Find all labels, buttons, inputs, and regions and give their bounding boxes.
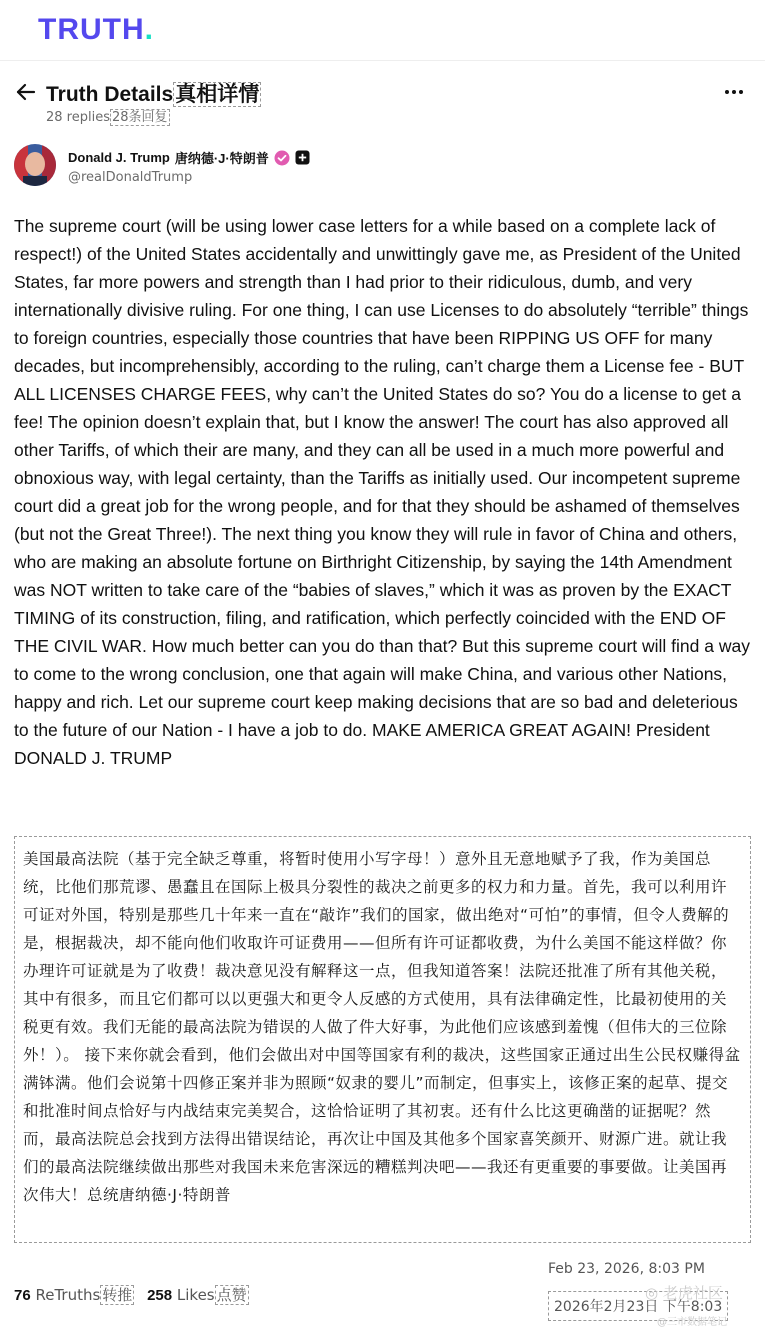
verified-badge-icon (274, 150, 290, 166)
watermark: ◎ 老虎社区 (645, 1284, 723, 1302)
page-title: Truth Details真相详情 (46, 83, 260, 106)
post-stats (14, 1284, 257, 1305)
author-name-translation: 唐纳德·J·特朗普 (174, 151, 269, 166)
replies-count: 28 replies 28条回复 (46, 110, 168, 125)
top-bar (0, 0, 765, 61)
arrow-left-icon[interactable] (14, 80, 38, 104)
post-timestamp-translation: 2026年2月23日 下午8:03 (548, 1291, 728, 1321)
retruths-stat[interactable]: 76 ReTruths 转推 (14, 1286, 133, 1304)
author-name[interactable]: Donald J. Trump 唐纳德·J·特朗普 (68, 148, 310, 167)
page-header (0, 74, 765, 130)
likes-stat[interactable]: 258 Likes 点赞 (147, 1286, 247, 1304)
post-translation: 美国最高法院（基于完全缺乏尊重，将暂时使用小写字母！）意外且无意地赋予了我，作为美国总统，比他们那荒谬、愚蠢且在国际上极具分裂性的裁决之前更多的权力和力量。首先，我可以利用许可证对外国，特别是那些几十年来一直在“敲诈”我们的国家，做出绝对“可怕”的事情，但令人费解的是，根据裁决，却不能向他们收取许可证费用——但所有许可证都收费，为什么美国不能这样做？你办理许可证就是为了收费！裁决意见没有解释这一点，但我知道答案！法院还批准了所有其他关税，其中有很多，而且它们都可以以更强大和更令人反感的方式使用，具有法律确定性，比最初使用的关税更有效。我们无能的最高法院为错误的人做了件大好事，为此他们应该感到羞愧（但伟大的三位除外！）。 接下来你就会看到，他们会做出对中国等国家有利的裁决，这些国家正通过出生公民权赚得盆满钵满。他们会说第十四修正案并非为照顾“奴隶的婴儿”而制定，但事实上，该修正案的起草、提交和批准时间点恰好与内战结束完美契合，这恰恰证明了其初衷。还有什么比这更确凿的证据呢？然而，最高法院总会找到方法得出错误结论，再次让中国及其他多个国家喜笑颜开、财源广进。就让我们的最高法院继续做出那些对我国未来危害深远的糟糕判决吧——我还有更重要的事要做。让美国再次伟大！总统唐纳德·J·特朗普 (14, 836, 751, 1243)
avatar[interactable] (14, 144, 56, 186)
page-title-translation: 真相详情 (175, 83, 260, 106)
post-body: The supreme court (will be using lower case letters for a while based on a complete lack of respect!) of the United States accidentally and unwittingly gave me, as President of the United States, far more powers and strength than I had prior to their ridiculous, dumb, and very internationally divisive ruling. For one thing, I can use Licenses to do absolutely “terrible” things to foreign countries, especially those countries that have been RIPPING US OFF for many decades, but incomprehensibly, according to the ruling, can’t charge them a License fee - BUT ALL LICENSES CHARGE FEES, why can’t the United States do so? You do a license to get a fee! The opinion doesn’t explain that, but I know the answer! The court has also approved all other Tariffs, of which their are many, and they can all be used in a much more powerful and obnoxious way, with legal certainty, than the Tariffs as initially used. Our incompetent supreme court did a great job for the wrong people, and for that they should be ashamed of themselves (but not the Great Three!). The next thing you know they will rule in favor of China and others, who are making an absolute fortune on Birthright Citizenship, by saying the 14th Amendment was NOT written to take care of the “babies of slaves,” which it was as proven by the EXACT TIMING of its construction, filing, and ratification, which perfectly coincided with the END OF THE CIVIL WAR. How much better can you do than that? But this supreme court will find a way to come to the wrong conclusion, one that again will make China, and various other Nations, happy and rich. Let our supreme court keep making decisions that are so bad and deleterious to the future of our Nation - I have a job to do. MAKE AMERICA GREAT AGAIN! President DONALD J. TRUMP (14, 216, 750, 768)
more-horizontal-icon[interactable] (722, 80, 746, 104)
plus-badge-icon (295, 150, 310, 165)
truth-logo[interactable]: TRUTH. (38, 13, 154, 46)
replies-count-translation: 28条回复 (111, 110, 168, 125)
author-handle[interactable]: @realDonaldTrump (68, 170, 193, 185)
author-block (14, 144, 754, 192)
post-timestamp: Feb 23, 2026, 8:03 PM (548, 1261, 705, 1277)
watermark-subtitle: @三市数据笔记 (657, 1317, 727, 1328)
